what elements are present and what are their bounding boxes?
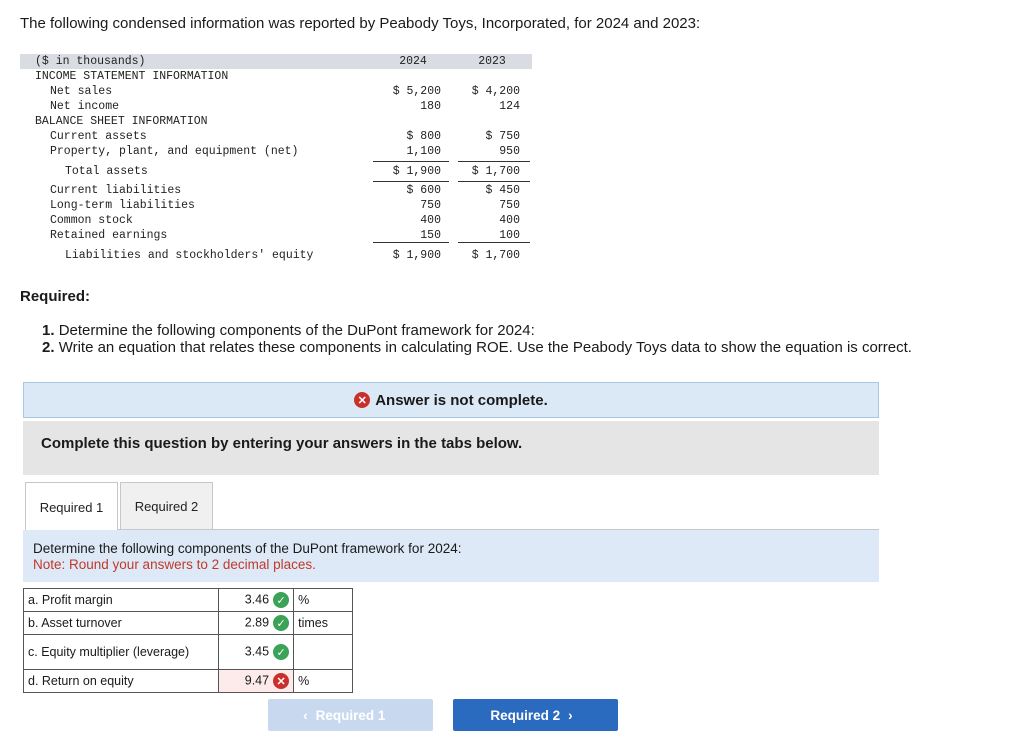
fin-row-total-liabilities-equity: Liabilities and stockholders' equity $ 1,900 $ 1,700 [65, 249, 520, 262]
chevron-right-icon: › [568, 707, 573, 723]
fin-section-income: INCOME STATEMENT INFORMATION [35, 70, 229, 83]
chevron-left-icon: ‹ [303, 707, 308, 723]
question-panel [23, 530, 879, 582]
financial-table-header [20, 54, 532, 69]
prev-button[interactable]: ‹ Required 1 [268, 699, 433, 731]
instructions-bar: Complete this question by entering your answers in the tabs below. [23, 421, 879, 475]
answer-status-text: Answer is not complete. [375, 391, 548, 409]
required-item-2: 2. Write an equation that relates these components in calculating ROE. Use the Peabody Toys data to show the equation is correct. [42, 339, 912, 356]
units-label: ($ in thousands) [35, 55, 146, 68]
check-icon: ✓ [273, 644, 289, 660]
next-button[interactable]: Required 2 › [453, 699, 618, 731]
problem-intro: The following condensed information was reported by Peabody Toys, Incorporated, for 2024 and 2023: [20, 15, 701, 32]
fin-row-current-liabilities: Current liabilities $ 600 $ 450 [50, 184, 520, 197]
fin-row-long-term-liabilities: Long-term liabilities 750 750 [50, 199, 520, 212]
year-2023-header: 2023 [478, 55, 506, 68]
answer-row-equity-multiplier: c. Equity multiplier (leverage) 3.45 ✓ [24, 635, 353, 670]
panel-instruction: Determine the following components of the DuPont framework for 2024: [33, 541, 462, 556]
answer-row-return-on-equity: d. Return on equity 9.47 ✕ % [24, 670, 353, 693]
return-on-equity-input[interactable]: 9.47 ✕ [219, 670, 294, 693]
x-circle-icon: ✕ [273, 673, 289, 689]
fin-row-total-assets: Total assets $ 1,900 $ 1,700 [65, 165, 520, 178]
answer-row-asset-turnover: b. Asset turnover 2.89 ✓ times [24, 612, 353, 635]
answer-table [23, 588, 353, 693]
panel-note: Note: Round your answers to 2 decimal places. [33, 557, 316, 572]
tab-required-1[interactable]: Required 1 [25, 482, 118, 531]
asset-turnover-input[interactable]: 2.89 ✓ [219, 612, 294, 635]
required-item-1: 1. Determine the following components of the DuPont framework for 2024: [42, 322, 535, 339]
fin-row-current-assets: Current assets $ 800 $ 750 [50, 130, 520, 143]
fin-row-net-income: Net income 180 124 [50, 100, 520, 113]
check-icon: ✓ [273, 615, 289, 631]
answer-row-profit-margin: a. Profit margin 3.46 ✓ % [24, 589, 353, 612]
fin-row-retained-earnings: Retained earnings 150 100 [50, 229, 520, 242]
required-heading: Required: [20, 288, 91, 305]
answer-status-banner [23, 382, 879, 418]
profit-margin-input[interactable]: 3.46 ✓ [219, 589, 294, 612]
check-icon: ✓ [273, 592, 289, 608]
financial-table [20, 54, 532, 263]
required-list [42, 322, 912, 356]
fin-row-ppe: Property, plant, and equipment (net) 1,100 950 [50, 145, 520, 158]
fin-section-balance: BALANCE SHEET INFORMATION [35, 115, 208, 128]
fin-row-net-sales: Net sales $ 5,200 $ 4,200 [50, 85, 520, 98]
year-2024-header: 2024 [399, 55, 427, 68]
tab-required-2[interactable]: Required 2 [120, 482, 213, 530]
x-circle-icon: ✕ [354, 392, 370, 408]
fin-row-common-stock: Common stock 400 400 [50, 214, 520, 227]
equity-multiplier-input[interactable]: 3.45 ✓ [219, 635, 294, 670]
